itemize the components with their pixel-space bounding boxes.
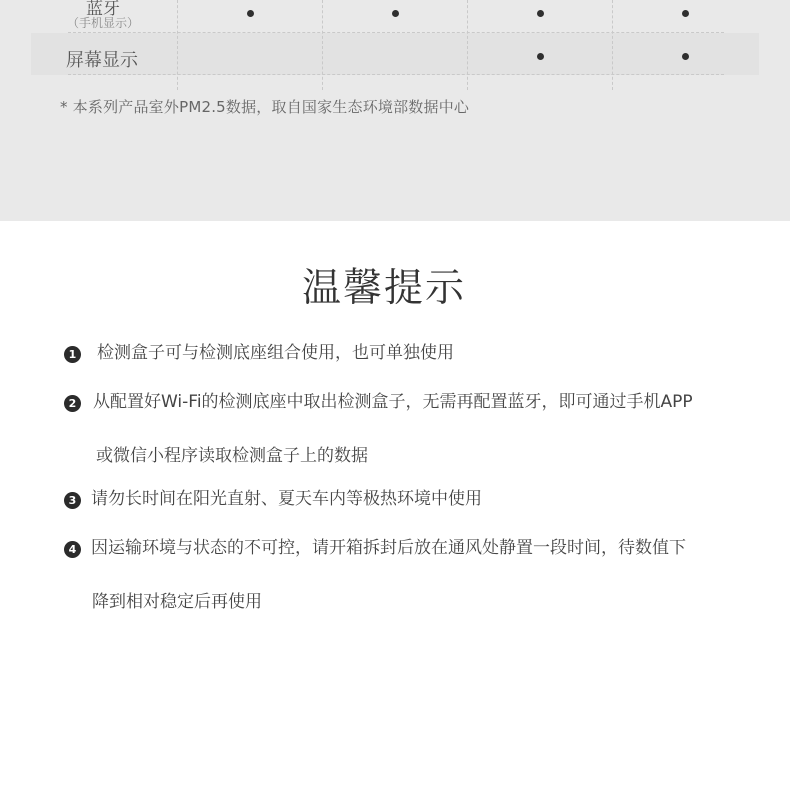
- feature-check-dot: [537, 53, 544, 60]
- notice-item-text: 请勿长时间在阳光直射、夏天车内等极热环境中使用: [91, 489, 482, 509]
- notice-item-text: 从配置好Wi-Fi的检测底座中取出检测盒子，无需再配置蓝牙，即可通过手机APP: [93, 392, 693, 412]
- table-row-divider: [68, 74, 724, 75]
- table-divider: [177, 0, 178, 90]
- notice-item-text-continued: 降到相对稳定后再使用: [92, 592, 262, 612]
- notice-item-text-continued: 或微信小程序读取检测盒子上的数据: [96, 446, 368, 466]
- number-badge-icon: 1: [64, 346, 81, 363]
- notice-item: [64, 538, 686, 558]
- number-badge-icon: 4: [64, 541, 81, 558]
- table-row-highlight: [31, 33, 759, 75]
- notice-item: [64, 392, 693, 412]
- comparison-table-section: [0, 0, 790, 221]
- table-footnote: * 本系列产品室外PM2.5数据，取自国家生态环境部数据中心: [60, 98, 470, 116]
- table-divider: [612, 0, 613, 90]
- feature-check-dot: [247, 10, 254, 17]
- notice-item: [64, 489, 482, 509]
- row-label: 蓝牙: [86, 0, 120, 19]
- feature-check-dot: [682, 53, 689, 60]
- table-row-divider: [68, 32, 724, 33]
- feature-check-dot: [392, 10, 399, 17]
- number-badge-icon: 3: [64, 492, 81, 509]
- notice-item-text: 因运输环境与状态的不可控，请开箱拆封后放在通风处静置一段时间，待数值下: [91, 538, 686, 558]
- number-badge-icon: 2: [64, 395, 81, 412]
- table-divider: [322, 0, 323, 90]
- row-label: 屏幕显示: [66, 50, 138, 71]
- notice-item: [64, 343, 454, 363]
- row-sublabel: （手机显示）: [66, 16, 139, 30]
- notice-item-text: 检测盒子可与检测底座组合使用，也可单独使用: [97, 343, 454, 363]
- table-divider: [467, 0, 468, 90]
- feature-check-dot: [537, 10, 544, 17]
- notice-title: 温馨提示: [301, 266, 466, 311]
- feature-check-dot: [682, 10, 689, 17]
